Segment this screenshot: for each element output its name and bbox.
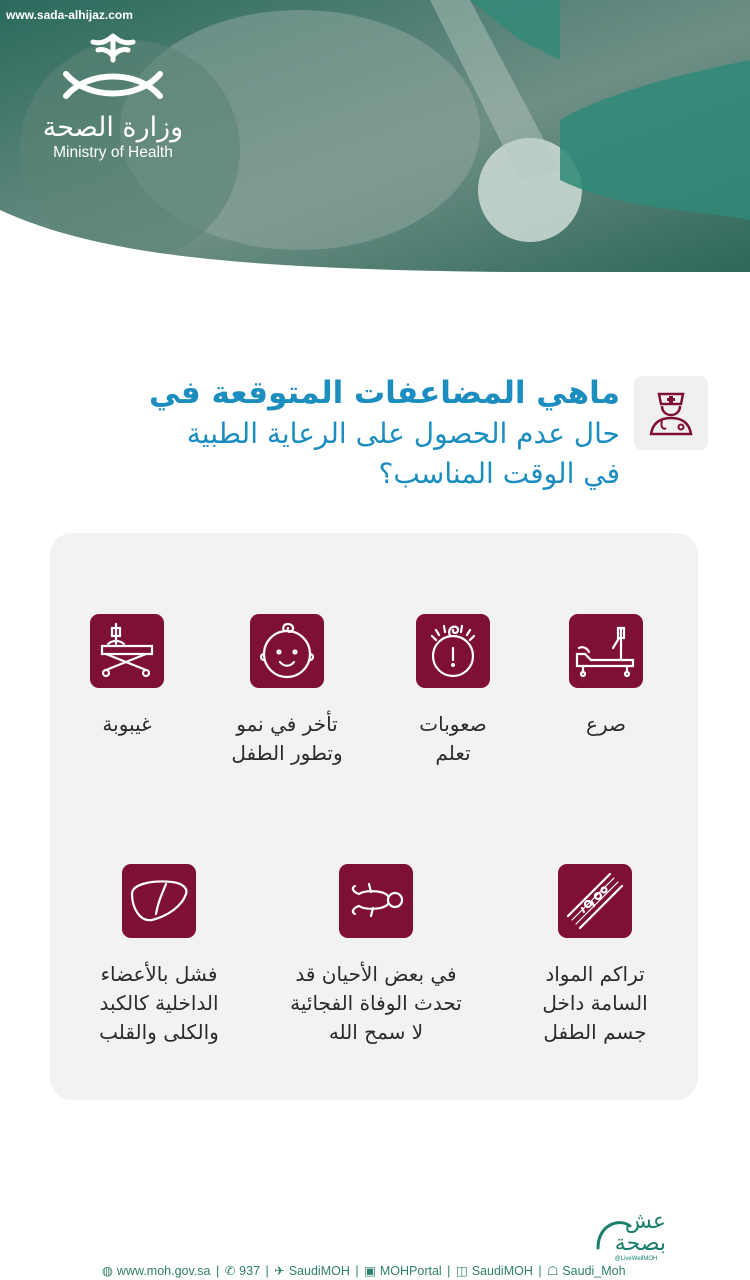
snapchat-icon: ☖ [547, 1264, 559, 1278]
confused-child-icon [416, 614, 490, 688]
tile [339, 864, 413, 938]
instagram-icon: ◫ [455, 1264, 468, 1278]
footer-instagram[interactable]: SaudiMOH [471, 1264, 533, 1278]
question-line-3: في الوقت المناسب؟ [378, 457, 620, 490]
tile [558, 864, 632, 938]
youtube-icon: ▣ [364, 1264, 376, 1278]
question-line-1: ماهي المضاعفات المتوقعة في [149, 375, 620, 411]
phone-icon: ✆ [224, 1264, 236, 1278]
complication-label: تراكم المواد السامة داخل جسم الطفل [542, 962, 648, 1044]
live-well-icon [596, 1204, 676, 1264]
footer-snapchat[interactable]: Saudi_Moh [562, 1264, 626, 1278]
globe-icon: ◍ [102, 1264, 113, 1278]
hero-banner [0, 0, 750, 272]
watermark: www.sada-alhijaz.com [6, 8, 133, 22]
baby-face-icon [250, 614, 324, 688]
brand-line-1: عش [624, 1209, 666, 1234]
palm-swords-icon [38, 30, 188, 110]
footer-website[interactable]: www.moh.gov.sa [116, 1264, 211, 1278]
doctor-badge [634, 376, 708, 450]
complication-label: في بعض الأحيان قد تحدث الوفاة الفجائية لا سمح الله [290, 962, 462, 1044]
footer-contacts: ◍ www.moh.gov.sa | ✆ 937 | ✈ SaudiMOH | ▣ MOHPortal | ◫ SaudiMOH | ☖ Saudi_Moh [102, 1264, 626, 1278]
tile [416, 614, 490, 688]
stretcher-icon [90, 614, 164, 688]
tile [90, 614, 164, 688]
logo-english: Ministry of Health [53, 144, 173, 161]
moh-logo [38, 30, 188, 170]
live-well-logo [596, 1204, 676, 1264]
complication-organ-failure [59, 864, 259, 1047]
question-heading [60, 372, 620, 494]
complication-sudden-death [276, 864, 476, 1047]
blood-vessel-icon [558, 864, 632, 938]
footer-youtube[interactable]: MOHPortal [379, 1264, 442, 1278]
question-line-2: حال عدم الحصول على الرعاية الطبية [186, 417, 620, 450]
liver-icon [122, 864, 196, 938]
brand-handle: @LiveWellMOH [614, 1256, 658, 1262]
doctor-icon [634, 376, 708, 450]
complication-toxic-buildup [495, 864, 695, 1047]
logo-arabic: وزارة الصحة [42, 112, 184, 143]
tile [569, 614, 643, 688]
complication-label: صعوبات تعلم [419, 712, 487, 765]
twitter-icon: ✈ [274, 1264, 285, 1278]
tile [250, 614, 324, 688]
complication-coma [27, 614, 227, 739]
brand-line-2: بصحة [614, 1231, 666, 1256]
footer-twitter[interactable]: SaudiMOH [288, 1264, 350, 1278]
complication-label: صرع [586, 712, 626, 736]
complication-label: فشل بالأعضاء الداخلية كالكبد والكلى والقلب [99, 962, 219, 1044]
footer-phone[interactable]: 937 [239, 1264, 261, 1278]
crawling-baby-icon [339, 864, 413, 938]
complication-label: غيبوبة [102, 712, 152, 736]
hospital-bed-icon [569, 614, 643, 688]
tile [122, 864, 196, 938]
complication-label: تأخر في نمو وتطور الطفل [231, 712, 343, 765]
